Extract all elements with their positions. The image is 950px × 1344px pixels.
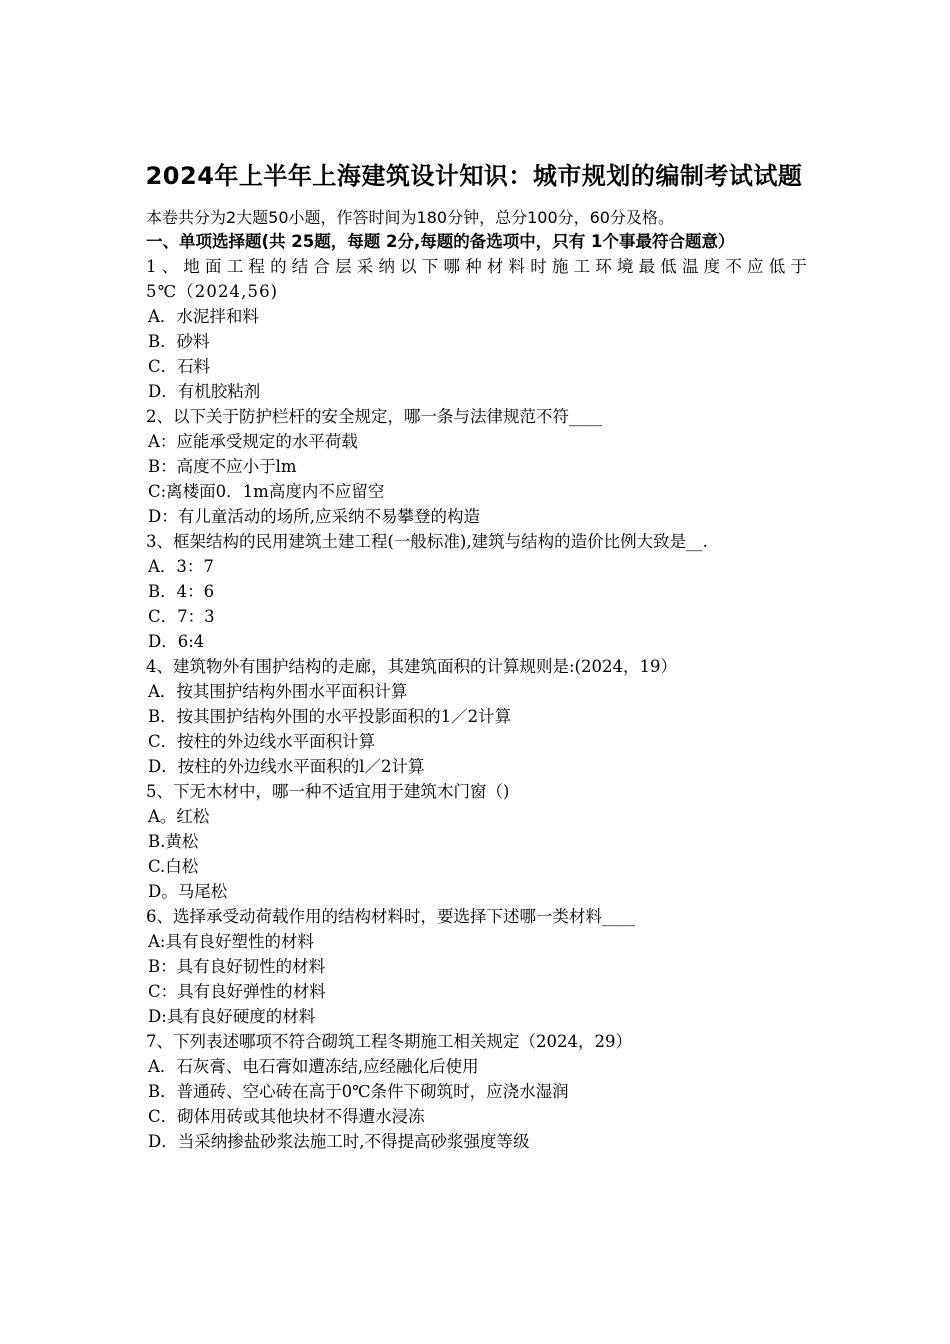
option-c: C．砌体用砖或其他块材不得遭水浸冻 — [148, 1107, 425, 1126]
option-b: B.黄松 — [148, 832, 199, 851]
option-c: C．按柱的外边线水平面积计算 — [148, 732, 376, 751]
option-a: A．按其围护结构外围水平面积计算 — [148, 682, 408, 701]
question-7 — [146, 1029, 808, 1154]
option-a: A．石灰膏、电石膏如遭冻结,应经融化后使用 — [148, 1057, 479, 1076]
question-3 — [146, 529, 808, 654]
question-stem: 3、框架结构的民用建筑土建工程(一般标准),建筑与结构的造价比例大致是__. — [146, 532, 708, 551]
document-page — [146, 150, 808, 1154]
option-d: D．按柱的外边线水平面积的l／2计算 — [148, 757, 425, 776]
question-stem: 5、下无木材中，哪一种不适宜用于建筑木门窗（) — [146, 782, 510, 801]
option-d: D:具有良好硬度的材料 — [148, 1007, 316, 1026]
option-a: A。红松 — [148, 807, 210, 826]
option-d: D．当采纳掺盐砂浆法施工时,不得提高砂浆强度等级 — [148, 1132, 530, 1151]
option-b: B．普通砖、空心砖在高于0℃条件下砌筑时，应浇水湿润 — [148, 1082, 569, 1101]
question-stem: 2、以下关于防护栏杆的安全规定，哪一条与法律规范不符____ — [146, 407, 602, 426]
exam-intro: 本卷共分为2大题50小题，作答时间为180分钟，总分100分，60分及格。 — [146, 208, 674, 227]
option-d: D。马尾松 — [148, 882, 228, 901]
option-c: C．石料 — [148, 357, 211, 376]
question-stem: 6、选择承受动荷载作用的结构材料时，要选择下述哪一类材料____ — [146, 907, 635, 926]
question-5 — [146, 779, 808, 904]
option-b: B．4：6 — [148, 582, 215, 601]
section-heading: 一、单项选择题(共 25题，每题 2分,每题的备选项中，只有 1个事最符合题意） — [146, 232, 735, 251]
option-b: B：具有良好韧性的材料 — [148, 957, 326, 976]
option-a: A．3：7 — [148, 557, 214, 576]
question-stem: 4、建筑物外有围护结构的走廊，其建筑面积的计算规则是:(2024，19） — [146, 657, 677, 676]
option-a: A：应能承受规定的水平荷载 — [148, 432, 358, 451]
option-c: C:离楼面0．1m高度内不应留空 — [148, 482, 385, 501]
option-b: B．按其围护结构外围的水平投影面积的1／2计算 — [148, 707, 512, 726]
question-stem: 7、下列表述哪项不符合砌筑工程冬期施工相关规定（2024，29） — [146, 1032, 632, 1051]
option-d: D．6:4 — [148, 632, 205, 651]
question-6 — [146, 904, 808, 1029]
option-a: A．水泥拌和料 — [148, 307, 259, 326]
option-d: D：有儿童活动的场所,应采纳不易攀登的构造 — [148, 507, 480, 526]
document-title: 2024年上半年上海建筑设计知识：城市规划的编制考试试题 — [145, 162, 803, 190]
option-c: C．7：3 — [148, 607, 215, 626]
option-b: B．砂料 — [148, 332, 210, 351]
option-a: A:具有良好塑性的材料 — [148, 932, 314, 951]
option-c: C：具有良好弹性的材料 — [148, 982, 326, 1001]
option-b: B：高度不应小于lm — [148, 457, 297, 476]
option-d: D．有机胶粘剂 — [148, 382, 261, 401]
question-stem: 1、地面工程的结合层采纳以下哪种材料时施工环境最低温度不应低于5℃（2024,56) — [146, 257, 808, 301]
question-1 — [146, 254, 808, 404]
question-2 — [146, 404, 808, 529]
option-c: C.白松 — [148, 857, 199, 876]
question-4 — [146, 654, 808, 779]
